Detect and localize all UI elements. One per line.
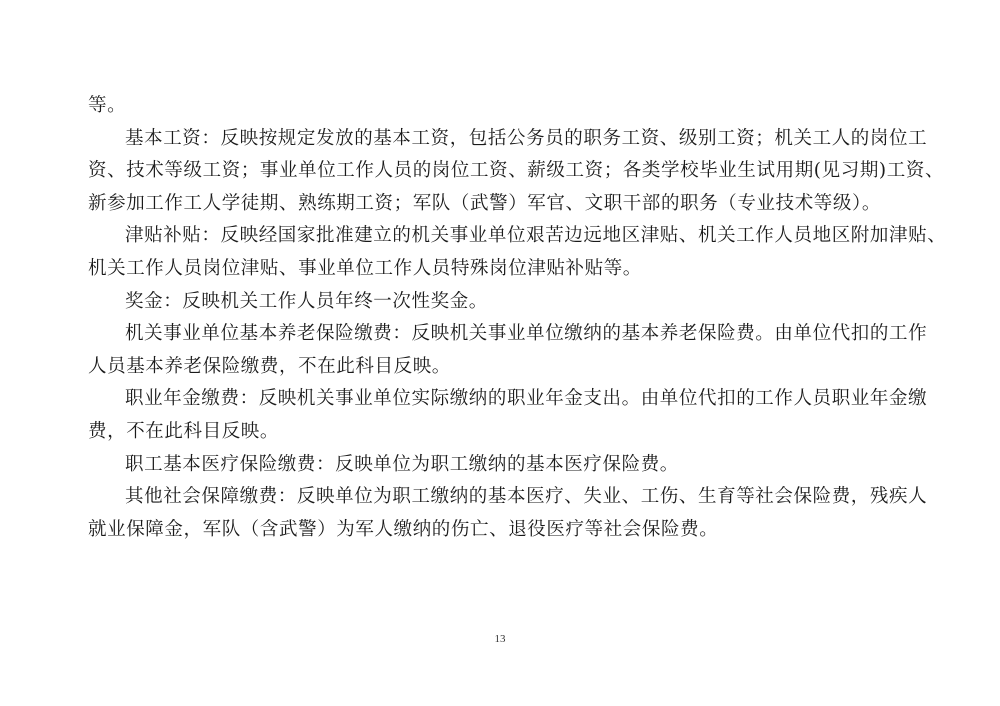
text-line: 就业保障金，军队（含武警）为军人缴纳的伤亡、退役医疗等社会保险费。 [88, 518, 719, 540]
text-line: 职业年金缴费：反映机关事业单位实际缴纳的职业年金支出。由单位代扣的工作人员职业年金缴 [125, 388, 928, 410]
text-line: 等。 [88, 95, 127, 116]
text-line: 机关工作人员岗位津贴、事业单位工作人员特殊岗位津贴补贴等。 [88, 257, 642, 279]
text-line: 人员基本养老保险缴费，不在此科目反映。 [88, 355, 451, 377]
page-number: 13 [494, 633, 506, 645]
text-line: 资、技术等级工资；事业单位工作人员的岗位工资、薪级工资；各类学校毕业生试用期(见习期)工资、 [88, 160, 945, 182]
text-line: 津贴补贴：反映经国家批准建立的机关事业单位艰苦边远地区津贴、机关工作人员地区附加津贴、 [125, 225, 947, 247]
text-line: 奖金：反映机关工作人员年终一次性奖金。 [125, 290, 488, 312]
text-line: 费，不在此科目反映。 [88, 420, 280, 442]
text-line: 职工基本医疗保险缴费：反映单位为职工缴纳的基本医疗保险费。 [125, 453, 679, 475]
document-body [88, 90, 947, 546]
text-line: 基本工资：反映按规定发放的基本工资，包括公务员的职务工资、级别工资；机关工人的岗位工 [125, 127, 928, 149]
text-line: 其他社会保障缴费：反映单位为职工缴纳的基本医疗、失业、工伤、生育等社会保险费，残疾人 [125, 486, 928, 508]
text-line: 机关事业单位基本养老保险缴费：反映机关事业单位缴纳的基本养老保险费。由单位代扣的工作 [125, 323, 928, 345]
text-line: 新参加工作工人学徒期、熟练期工资；军队（武警）军官、文职干部的职务（专业技术等级）。 [88, 192, 881, 214]
